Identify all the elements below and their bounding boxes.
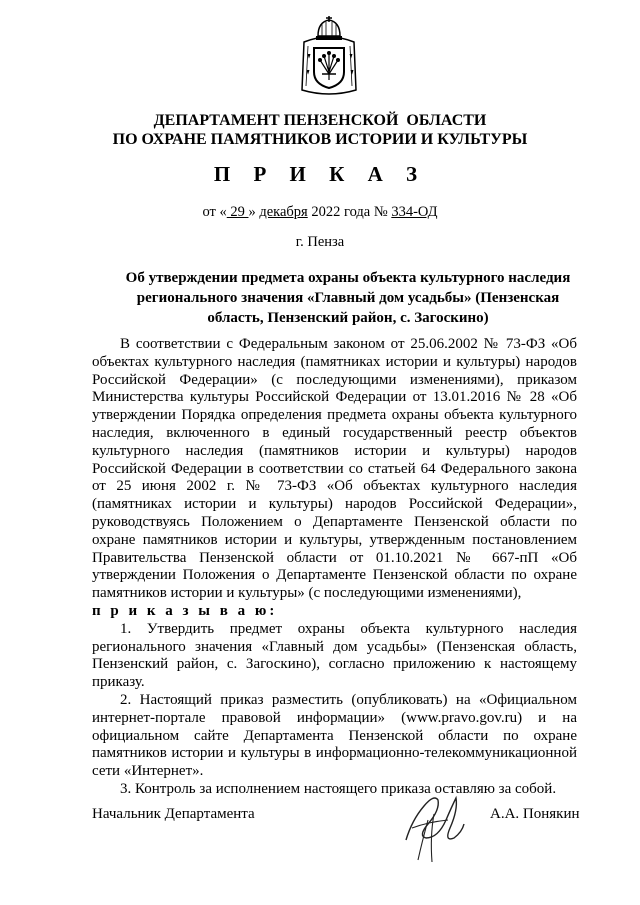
- signatory-position: Начальник Департамента: [92, 806, 255, 822]
- signatory-name: А.А. Понякин: [490, 806, 580, 822]
- order-item-1: 1. Утвердить предмет охраны объекта культурного наследия регионального значения «Главный дом усадьбы» (Пензенская область, Пензенский район, с. Загоскино), согласно приложению к настоящему приказу.: [92, 620, 577, 691]
- order-word: п р и к а з ы в а ю:: [92, 602, 278, 619]
- document-type-heading: П Р И К А З: [213, 162, 427, 186]
- department-name-line1: ДЕПАРТАМЕНТ ПЕНЗЕНСКОЙ ОБЛАСТИ: [153, 112, 487, 129]
- handwritten-signature: [398, 780, 472, 864]
- order-item-2: 2. Настоящий приказ разместить (опубликовать) на «Официальном интернет-портале правовой информации» (www.pravo.gov.ru) и на официальном сайте Департамента Пензенской области по охране памятников истории и культуры в информационно-телекоммуникационной сети «Интернет».: [92, 691, 577, 780]
- date-mid: »: [248, 204, 260, 220]
- order-item-3: 3. Контроль за исполнением настоящего приказа оставляю за собой.: [120, 780, 557, 797]
- order-body: [92, 336, 577, 799]
- department-name-line2: ПО ОХРАНЕ ПАМЯТНИКОВ ИСТОРИИ И КУЛЬТУРЫ: [112, 131, 528, 148]
- date-day: 29: [226, 204, 249, 220]
- order-number: 334-ОД: [391, 204, 438, 220]
- city: г. Пенза: [295, 234, 345, 250]
- coat-of-arms-icon: [300, 14, 358, 98]
- order-date-line: [0, 204, 640, 221]
- date-year: 2022 года №: [307, 204, 392, 220]
- preamble: В соответствии с Федеральным законом от 25.06.2002 № 73-ФЗ «Об объектах культурного наследия (памятниках истории и культуры) народов Российской Федерации» (с последующими изменениями), приказом Министерства культуры Российской Федерации от 13.01.2016 № 28 «Об утверждении Порядка определения предмета охраны объекта культурного наследия, включенного в единый государственный реестр объектов культурного наследия (памятников истории и культуры) народов Российской Федерации в соответствии со статьей 64 Федерального закона от 25 июня 2002 г. № 73-ФЗ «Об объектах культурного наследия (памятниках истории и культуры) народов Российской Федерации», руководствуясь Положением о Департаменте Пензенской области по охране памятников истории и культуры, утвержденным постановлением Правительства Пензенской области от 01.10.2021 № 667-пП «Об утверждении Положения о Департаменте Пензенской области по охране памятников истории и культуры» (с последующими изменениями),: [92, 336, 577, 602]
- date-prefix: от «: [202, 204, 227, 220]
- date-month: декабря: [259, 204, 308, 220]
- order-title: Об утверждении предмета охраны объекта культурного наследия регионального значения «Главный дом усадьбы» (Пензенская область, Пензенский район, с. Загоскино): [125, 270, 571, 326]
